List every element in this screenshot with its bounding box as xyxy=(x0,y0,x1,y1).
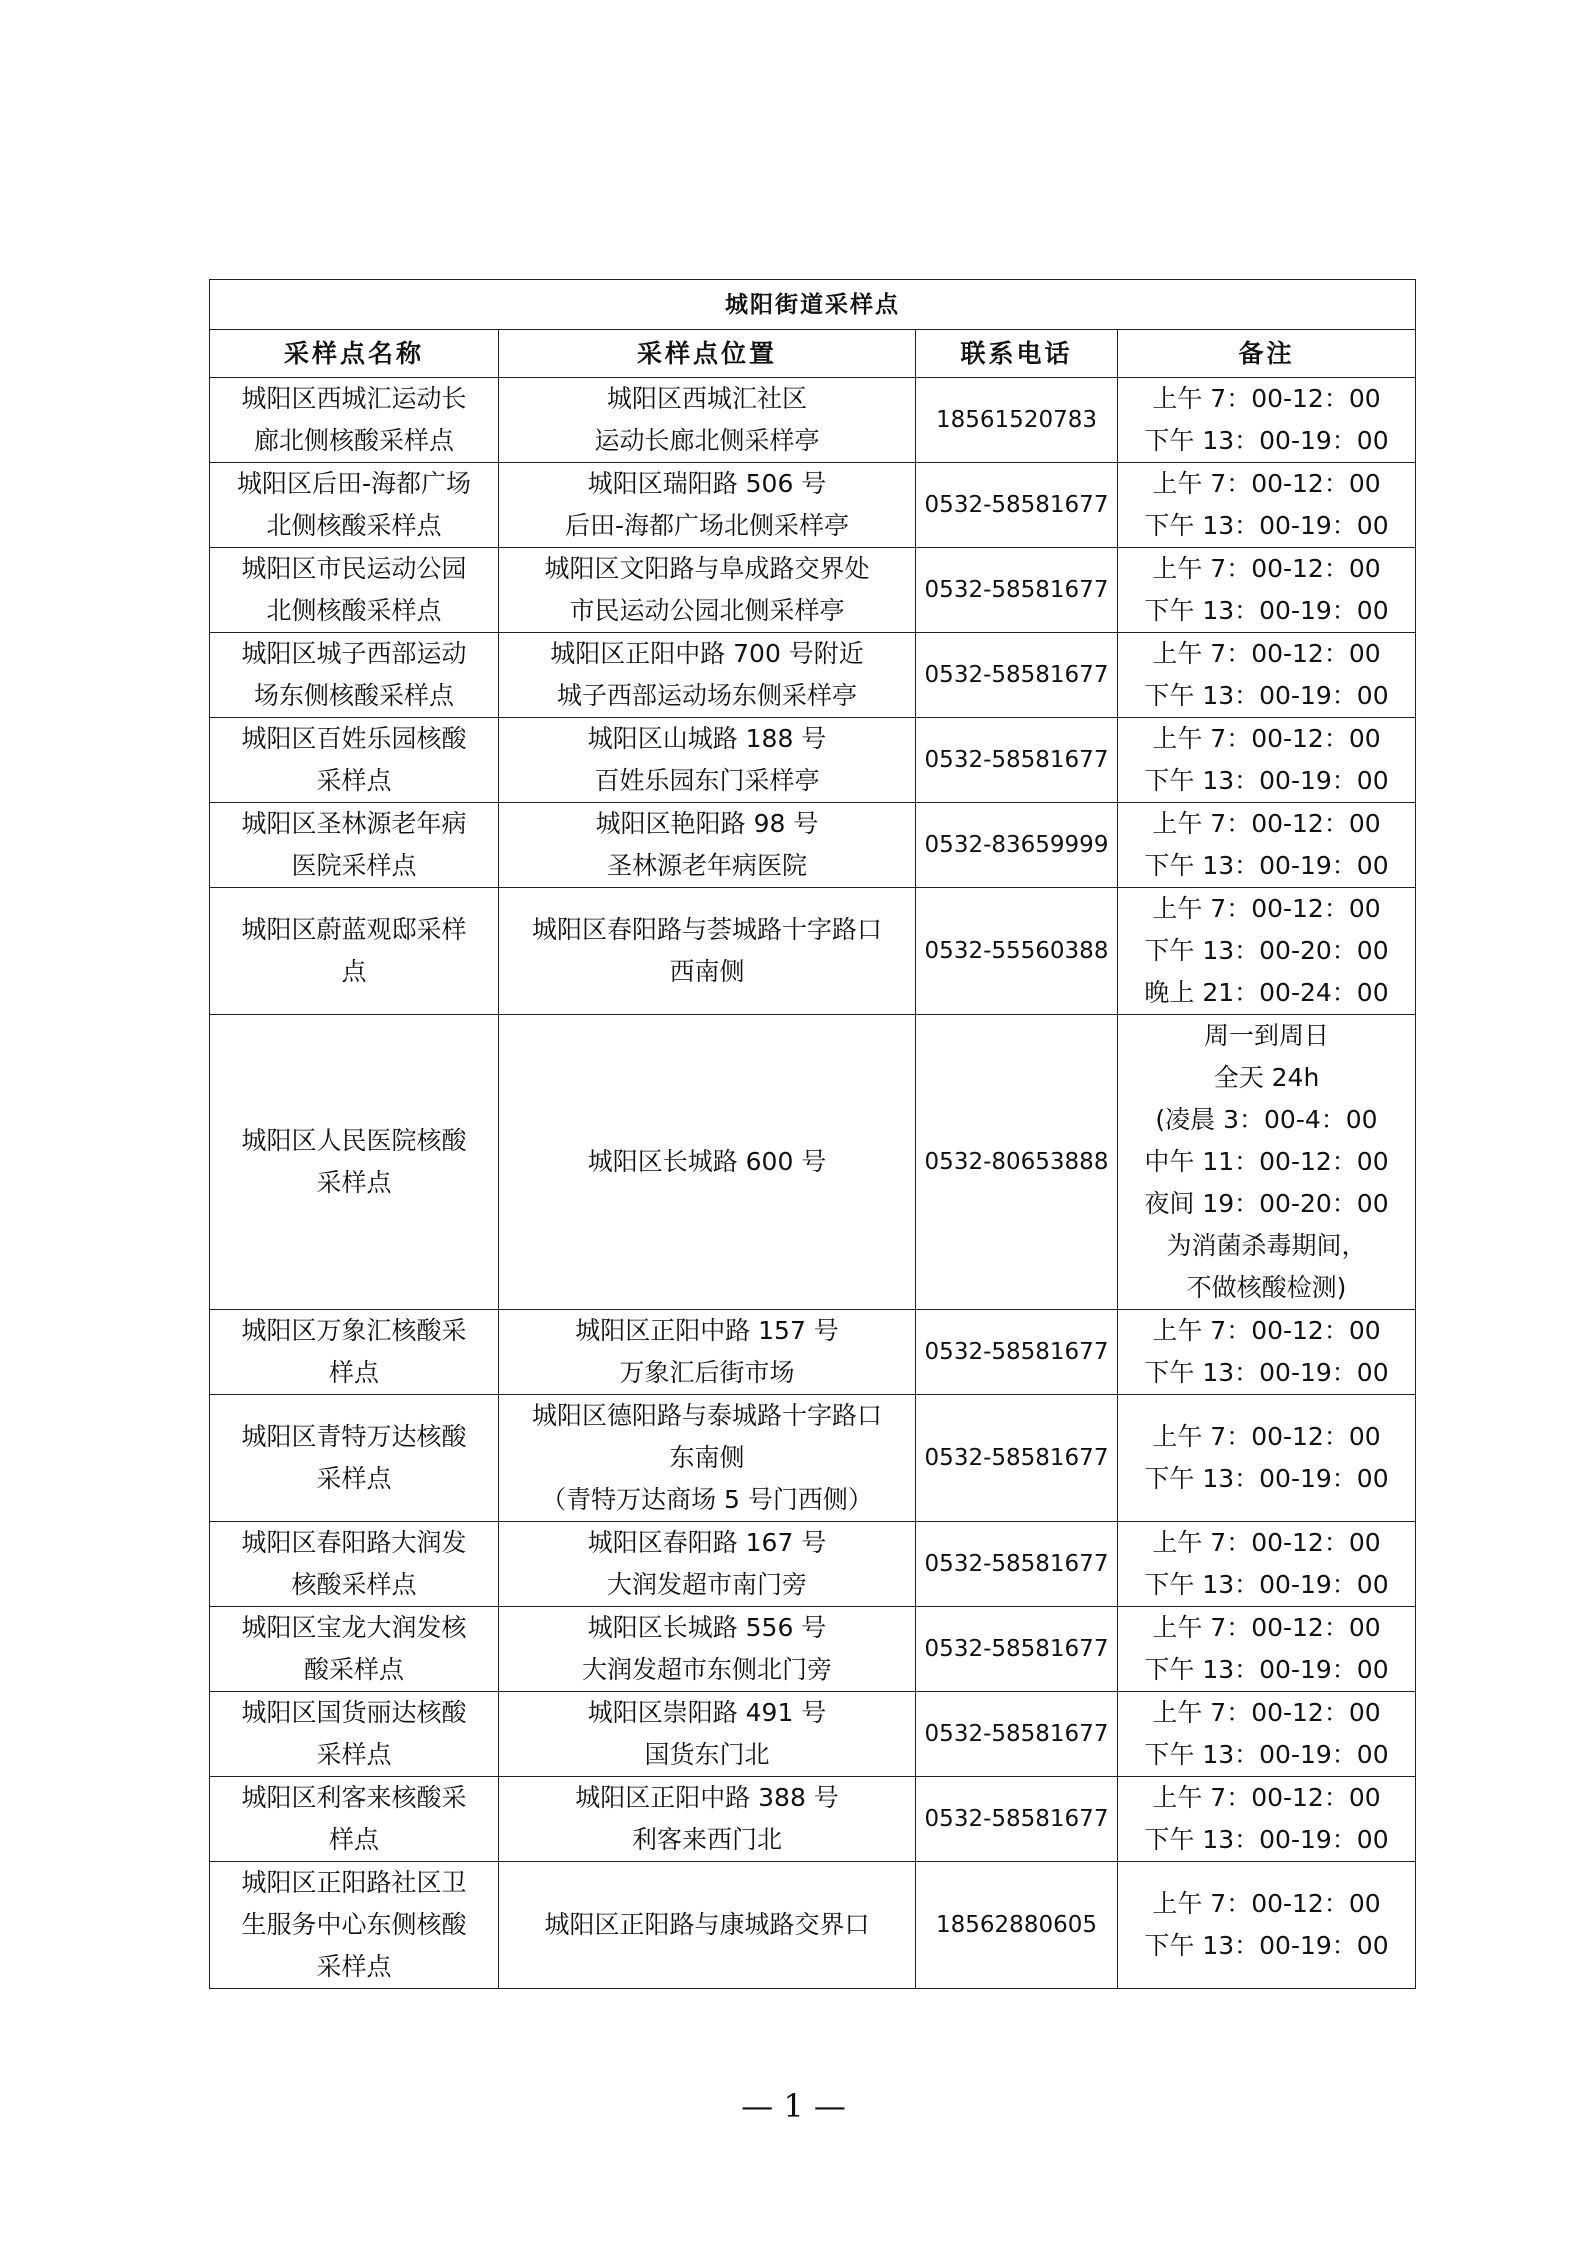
table-row xyxy=(210,1310,1416,1395)
table-header-row xyxy=(210,330,1416,378)
table-row xyxy=(210,633,1416,718)
site-phone-cell: 0532-58581677 xyxy=(916,1522,1118,1607)
site-name-cell: 城阳区百姓乐园核酸 采样点 xyxy=(210,718,499,803)
table-row xyxy=(210,1607,1416,1692)
site-location-cell: 城阳区西城汇社区 运动长廊北侧采样亭 xyxy=(499,378,916,463)
site-phone-cell: 18561520783 xyxy=(916,378,1118,463)
site-note-cell: 上午 7：00-12：00 下午 13：00-19：00 xyxy=(1118,803,1416,888)
site-name-cell: 城阳区城子西部运动 场东侧核酸采样点 xyxy=(210,633,499,718)
site-note-cell: 上午 7：00-12：00 下午 13：00-19：00 xyxy=(1118,378,1416,463)
site-phone-cell: 0532-55560388 xyxy=(916,888,1118,1015)
site-location-cell: 城阳区德阳路与泰城路十字路口 东南侧 （青特万达商场 5 号门西侧） xyxy=(499,1395,916,1522)
site-name-cell: 城阳区人民医院核酸 采样点 xyxy=(210,1015,499,1310)
table-row xyxy=(210,718,1416,803)
site-note-cell: 上午 7：00-12：00 下午 13：00-19：00 xyxy=(1118,1310,1416,1395)
site-phone-cell: 0532-58581677 xyxy=(916,1777,1118,1862)
site-location-cell: 城阳区春阳路与荟城路十字路口 西南侧 xyxy=(499,888,916,1015)
site-location-cell: 城阳区崇阳路 491 号 国货东门北 xyxy=(499,1692,916,1777)
table-title-row xyxy=(210,280,1416,330)
header-site-location: 采样点位置 xyxy=(499,330,916,378)
site-note-cell: 上午 7：00-12：00 下午 13：00-19：00 xyxy=(1118,633,1416,718)
site-phone-cell: 0532-58581677 xyxy=(916,1607,1118,1692)
site-name-cell: 城阳区利客来核酸采 样点 xyxy=(210,1777,499,1862)
site-phone-cell: 0532-58581677 xyxy=(916,718,1118,803)
table-row xyxy=(210,1522,1416,1607)
site-phone-cell: 18562880605 xyxy=(916,1862,1118,1989)
site-name-cell: 城阳区万象汇核酸采 样点 xyxy=(210,1310,499,1395)
site-location-cell: 城阳区长城路 600 号 xyxy=(499,1015,916,1310)
site-location-cell: 城阳区正阳中路 157 号 万象汇后街市场 xyxy=(499,1310,916,1395)
site-name-cell: 城阳区蔚蓝观邸采样 点 xyxy=(210,888,499,1015)
site-note-cell: 上午 7：00-12：00 下午 13：00-19：00 xyxy=(1118,718,1416,803)
site-phone-cell: 0532-58581677 xyxy=(916,1395,1118,1522)
document-page xyxy=(209,279,1415,1989)
site-phone-cell: 0532-58581677 xyxy=(916,1692,1118,1777)
site-name-cell: 城阳区国货丽达核酸 采样点 xyxy=(210,1692,499,1777)
site-note-cell: 上午 7：00-12：00 下午 13：00-19：00 xyxy=(1118,1395,1416,1522)
table-row xyxy=(210,1692,1416,1777)
site-name-cell: 城阳区后田-海都广场 北侧核酸采样点 xyxy=(210,463,499,548)
site-location-cell: 城阳区正阳中路 700 号附近 城子西部运动场东侧采样亭 xyxy=(499,633,916,718)
site-name-cell: 城阳区圣林源老年病 医院采样点 xyxy=(210,803,499,888)
site-note-cell: 上午 7：00-12：00 下午 13：00-20：00 晚上 21：00-24：00 xyxy=(1118,888,1416,1015)
site-note-cell: 上午 7：00-12：00 下午 13：00-19：00 xyxy=(1118,463,1416,548)
table-row xyxy=(210,803,1416,888)
site-phone-cell: 0532-58581677 xyxy=(916,1310,1118,1395)
table-row xyxy=(210,888,1416,1015)
site-location-cell: 城阳区艳阳路 98 号 圣林源老年病医院 xyxy=(499,803,916,888)
site-note-cell: 周一到周日 全天 24h (凌晨 3：00-4：00 中午 11：00-12：00 夜间 19：00-20：00 为消菌杀毒期间， 不做核酸检测) xyxy=(1118,1015,1416,1310)
site-name-cell: 城阳区春阳路大润发 核酸采样点 xyxy=(210,1522,499,1607)
table-title: 城阳街道采样点 xyxy=(210,280,1416,330)
table-row xyxy=(210,1015,1416,1310)
table-row xyxy=(210,1395,1416,1522)
site-phone-cell: 0532-80653888 xyxy=(916,1015,1118,1310)
table-row xyxy=(210,1777,1416,1862)
site-note-cell: 上午 7：00-12：00 下午 13：00-19：00 xyxy=(1118,1607,1416,1692)
site-name-cell: 城阳区西城汇运动长 廊北侧核酸采样点 xyxy=(210,378,499,463)
site-location-cell: 城阳区正阳路与康城路交界口 xyxy=(499,1862,916,1989)
site-name-cell: 城阳区正阳路社区卫 生服务中心东侧核酸 采样点 xyxy=(210,1862,499,1989)
table-row xyxy=(210,378,1416,463)
site-location-cell: 城阳区瑞阳路 506 号 后田-海都广场北侧采样亭 xyxy=(499,463,916,548)
site-name-cell: 城阳区青特万达核酸 采样点 xyxy=(210,1395,499,1522)
site-phone-cell: 0532-58581677 xyxy=(916,463,1118,548)
header-site-name: 采样点名称 xyxy=(210,330,499,378)
sampling-sites-table xyxy=(209,279,1416,1989)
site-location-cell: 城阳区山城路 188 号 百姓乐园东门采样亭 xyxy=(499,718,916,803)
table-row xyxy=(210,548,1416,633)
page-number: — 1 — xyxy=(741,2087,846,2125)
site-note-cell: 上午 7：00-12：00 下午 13：00-19：00 xyxy=(1118,1862,1416,1989)
site-phone-cell: 0532-58581677 xyxy=(916,548,1118,633)
site-location-cell: 城阳区春阳路 167 号 大润发超市南门旁 xyxy=(499,1522,916,1607)
site-phone-cell: 0532-83659999 xyxy=(916,803,1118,888)
header-contact-phone: 联系电话 xyxy=(916,330,1118,378)
site-note-cell: 上午 7：00-12：00 下午 13：00-19：00 xyxy=(1118,1522,1416,1607)
site-name-cell: 城阳区宝龙大润发核 酸采样点 xyxy=(210,1607,499,1692)
site-note-cell: 上午 7：00-12：00 下午 13：00-19：00 xyxy=(1118,548,1416,633)
site-location-cell: 城阳区长城路 556 号 大润发超市东侧北门旁 xyxy=(499,1607,916,1692)
table-row xyxy=(210,463,1416,548)
header-remarks: 备注 xyxy=(1118,330,1416,378)
table-row xyxy=(210,1862,1416,1989)
site-location-cell: 城阳区正阳中路 388 号 利客来西门北 xyxy=(499,1777,916,1862)
site-location-cell: 城阳区文阳路与阜成路交界处 市民运动公园北侧采样亭 xyxy=(499,548,916,633)
site-note-cell: 上午 7：00-12：00 下午 13：00-19：00 xyxy=(1118,1777,1416,1862)
site-phone-cell: 0532-58581677 xyxy=(916,633,1118,718)
site-name-cell: 城阳区市民运动公园 北侧核酸采样点 xyxy=(210,548,499,633)
site-note-cell: 上午 7：00-12：00 下午 13：00-19：00 xyxy=(1118,1692,1416,1777)
